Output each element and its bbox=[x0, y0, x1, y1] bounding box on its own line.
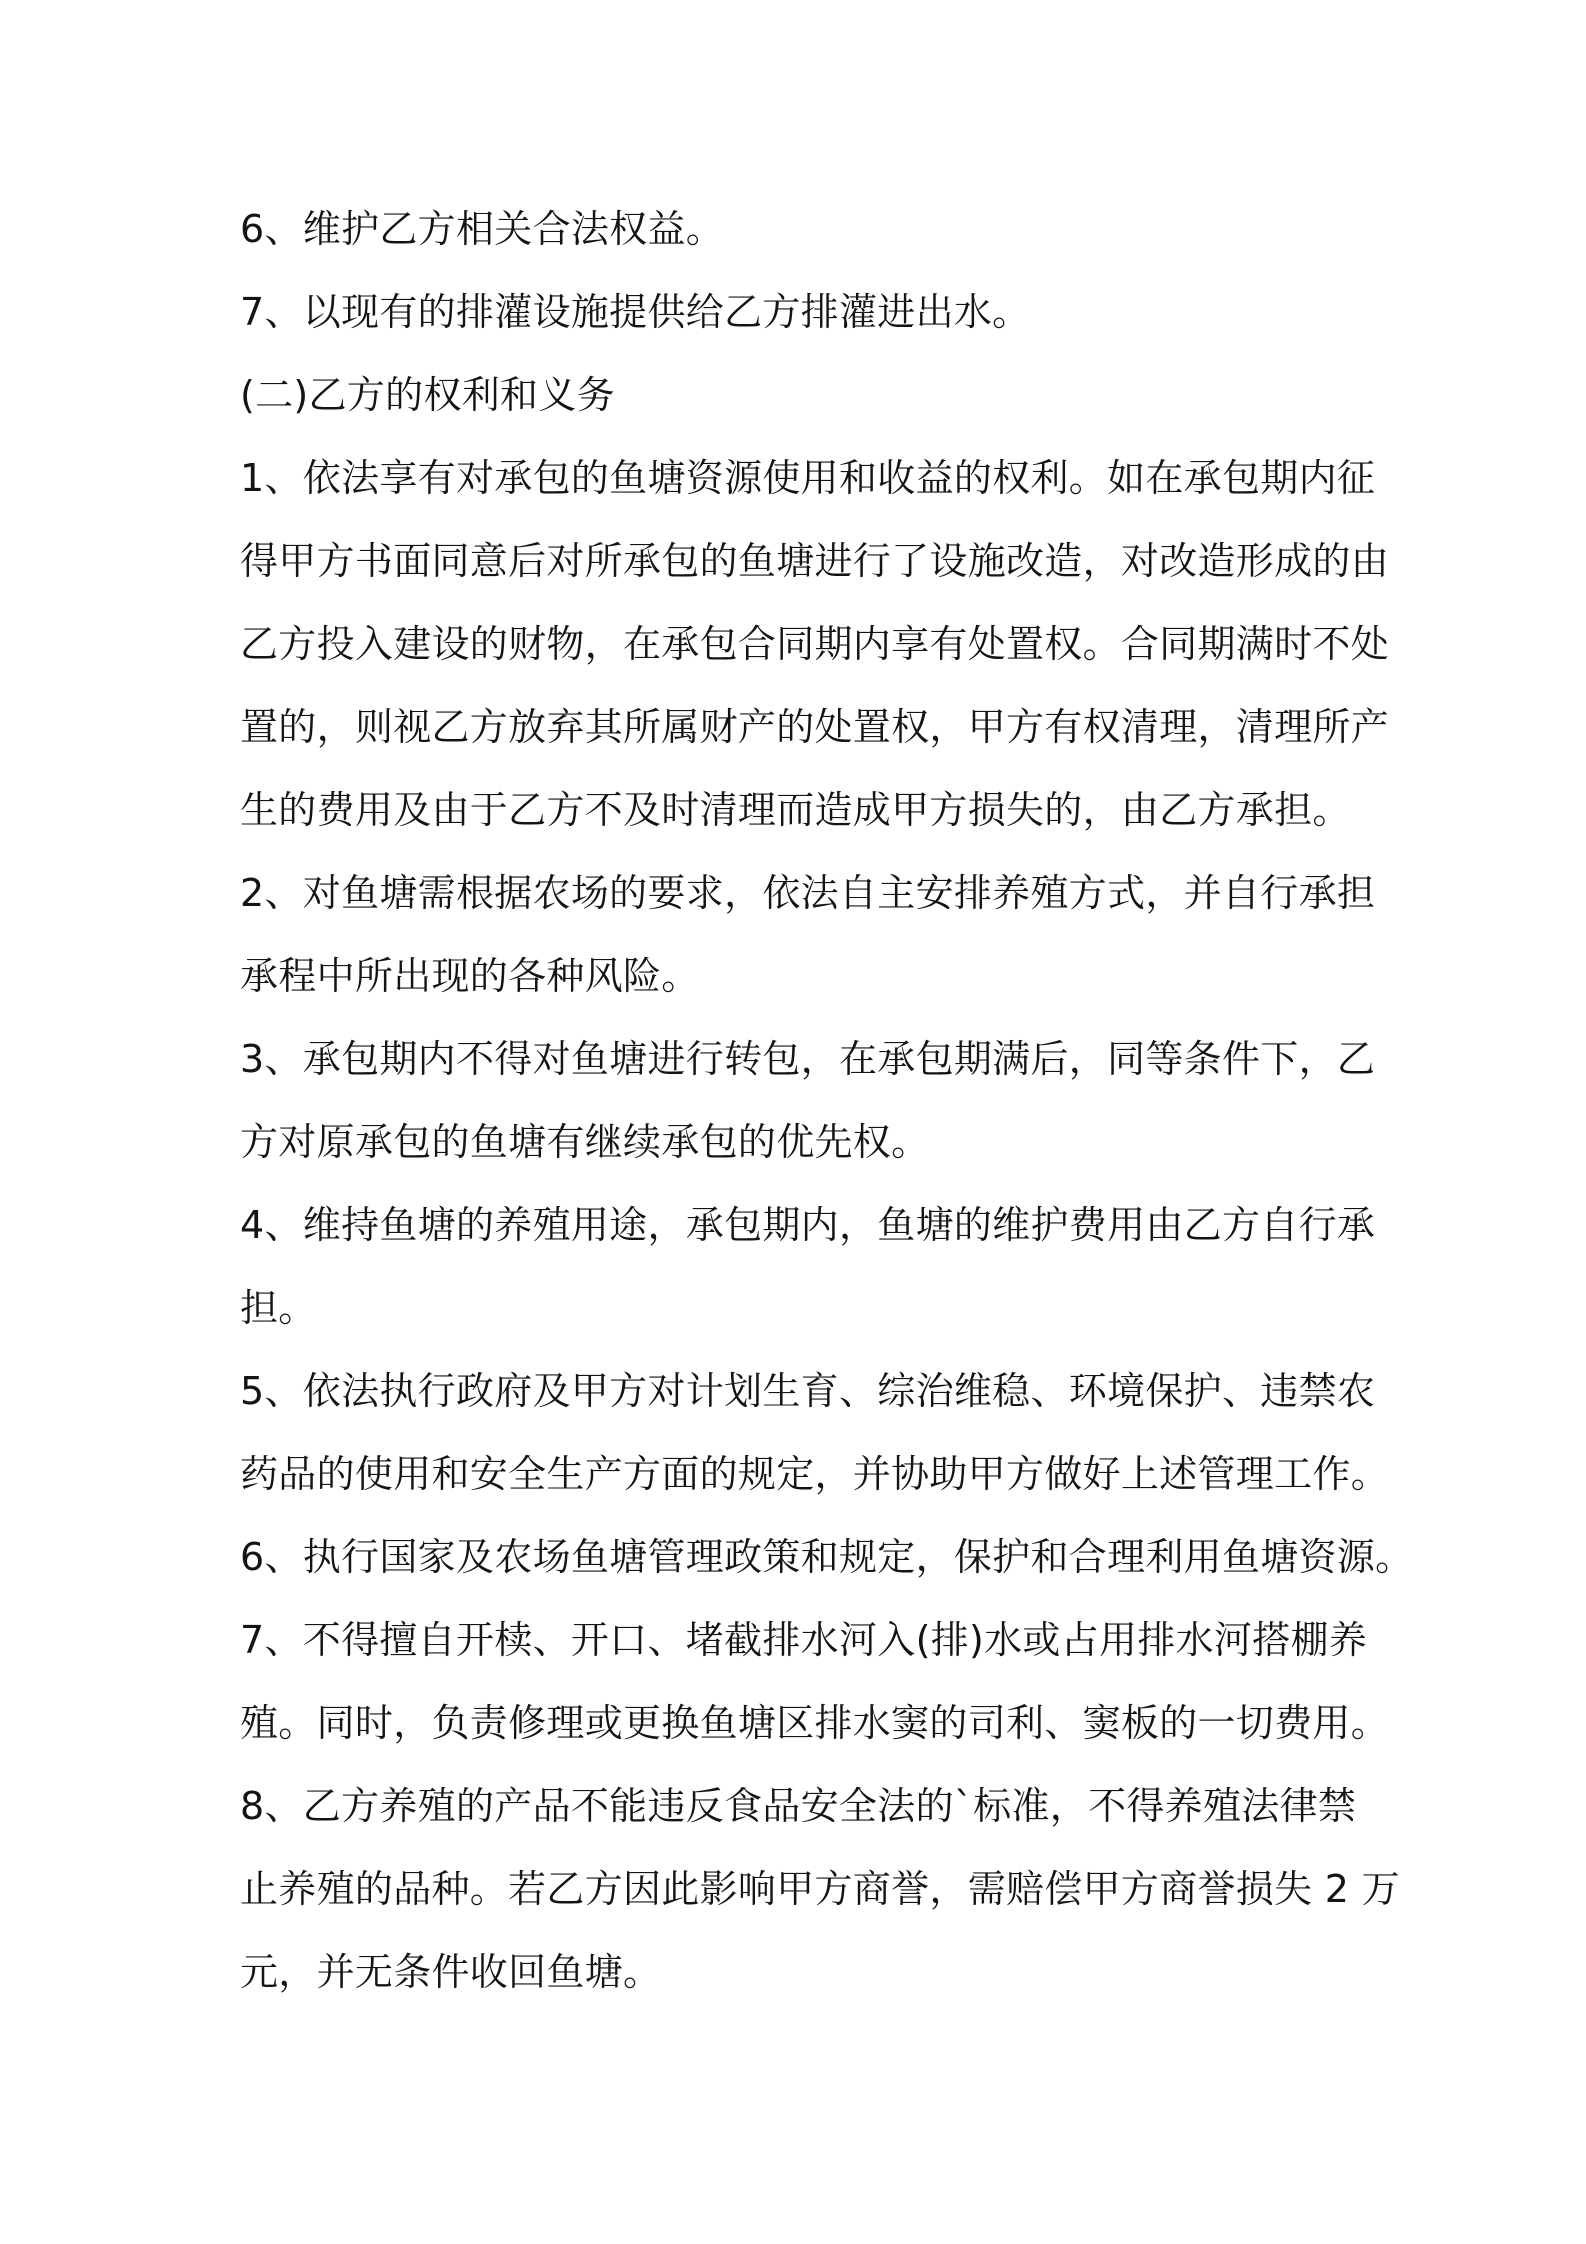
text-line: 2、对鱼塘需根据农场的要求，依法自主安排养殖方式，并自行承担 bbox=[240, 871, 1376, 915]
text-line: 元，并无条件收回鱼塘。 bbox=[240, 1950, 662, 1994]
text-line: 7、以现有的排灌设施提供给乙方排灌进出水。 bbox=[240, 290, 1031, 334]
text-line: 5、依法执行政府及甲方对计划生育、综治维稳、环境保护、违禁农 bbox=[240, 1369, 1376, 1413]
text-line: 生的费用及由于乙方不及时清理而造成甲方损失的，由乙方承担。 bbox=[240, 788, 1351, 832]
text-line: 方对原承包的鱼塘有继续承包的优先权。 bbox=[240, 1120, 930, 1164]
text-line: 止养殖的品种。若乙方因此影响甲方商誉，需赔偿甲方商誉损失 2 万 bbox=[240, 1867, 1400, 1911]
text-line: 担。 bbox=[240, 1286, 317, 1330]
text-line: 1、依法享有对承包的鱼塘资源使用和收益的权利。如在承包期内征 bbox=[240, 456, 1376, 500]
text-line: 承程中所出现的各种风险。 bbox=[240, 954, 700, 998]
text-line: 药品的使用和安全生产方面的规定，并协助甲方做好上述管理工作。 bbox=[240, 1452, 1390, 1496]
text-line: 7、不得擅自开椟、开口、堵截排水河入(排)水或占用排水河搭棚养 bbox=[240, 1618, 1368, 1662]
document-body bbox=[240, 188, 1414, 2014]
section-heading: (二)乙方的权利和义务 bbox=[240, 373, 615, 417]
text-line: 6、执行国家及农场鱼塘管理政策和规定，保护和合理利用鱼塘资源。 bbox=[240, 1535, 1414, 1579]
text-line: 4、维持鱼塘的养殖用途，承包期内，鱼塘的维护费用由乙方自行承 bbox=[240, 1203, 1376, 1247]
text-line: 乙方投入建设的财物，在承包合同期内享有处置权。合同期满时不处 bbox=[240, 622, 1390, 666]
text-line: 殖。同时，负责修理或更换鱼塘区排水窦的司利、窦板的一切费用。 bbox=[240, 1701, 1390, 1745]
text-line: 得甲方书面同意后对所承包的鱼塘进行了设施改造，对改造形成的由 bbox=[240, 539, 1390, 583]
text-line: 3、承包期内不得对鱼塘进行转包，在承包期满后，同等条件下，乙 bbox=[240, 1037, 1376, 1081]
text-line: 8、乙方养殖的产品不能违反食品安全法的`标准，不得养殖法律禁 bbox=[240, 1784, 1357, 1828]
text-line: 6、维护乙方相关合法权益。 bbox=[240, 207, 725, 251]
text-line: 置的，则视乙方放弃其所属财产的处置权，甲方有权清理，清理所产 bbox=[240, 705, 1390, 749]
